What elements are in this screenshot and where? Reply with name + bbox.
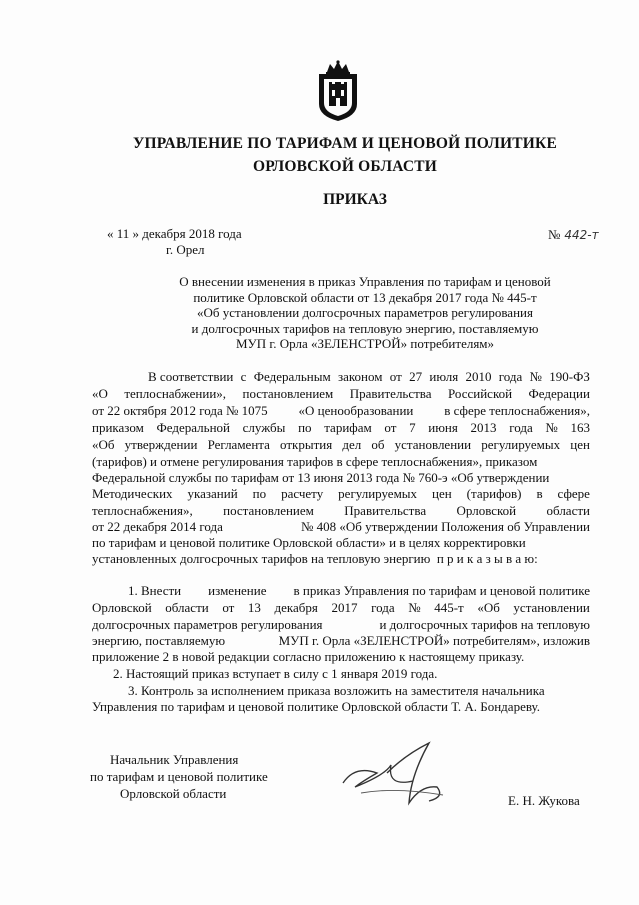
subject-line: «Об установлении долгосрочных параметров регулирования bbox=[197, 305, 533, 320]
text-segment: 2013 bbox=[470, 420, 497, 435]
preamble-line bbox=[92, 535, 590, 550]
text-segment: от bbox=[389, 369, 402, 384]
text-segment: 163 bbox=[570, 420, 590, 435]
document-type-title: ПРИКАЗ bbox=[323, 191, 387, 208]
number-label: № bbox=[548, 227, 561, 242]
item-line bbox=[92, 649, 590, 664]
text-segment: года bbox=[509, 420, 533, 435]
text-segment: по тарифам и ценовой политике Орловской области» и в целях корректировки bbox=[92, 535, 526, 550]
subject-line: МУП г. Орла «ЗЕЛЕНСТРОЙ» потребителям» bbox=[235, 336, 495, 351]
text-segment: открытия bbox=[280, 437, 333, 452]
text-segment: «Об bbox=[477, 600, 500, 615]
text-segment: по bbox=[298, 420, 312, 435]
text-segment: цен bbox=[432, 486, 452, 501]
text-segment: года bbox=[371, 600, 395, 615]
text-segment: Методических bbox=[92, 486, 173, 501]
preamble-line bbox=[92, 386, 590, 401]
text-segment: в сфере теплоснабжения», bbox=[444, 403, 590, 418]
text-segment: от 22 октября 2012 года № 1075 bbox=[92, 403, 268, 418]
organization-name-line1: УПРАВЛЕНИЕ ПО ТАРИФАМ И ЦЕНОВОЙ ПОЛИТИКЕ bbox=[132, 135, 558, 152]
text-segment: Орловской bbox=[456, 503, 517, 518]
text-segment: в bbox=[536, 486, 543, 501]
text-segment: изменение bbox=[208, 583, 267, 598]
preamble-line bbox=[92, 437, 590, 452]
text-segment: Российской bbox=[448, 386, 513, 401]
text-segment: Правительства bbox=[344, 503, 427, 518]
item-line bbox=[92, 617, 590, 632]
text-segment: тарифам bbox=[324, 420, 372, 435]
text-segment: 7 bbox=[409, 420, 416, 435]
text-segment: «О ценообразовании bbox=[298, 403, 414, 418]
text-segment: июля bbox=[429, 369, 459, 384]
handwritten-signature bbox=[325, 735, 475, 815]
preamble-line bbox=[92, 454, 590, 469]
text-segment: регулируемых bbox=[338, 486, 418, 501]
text-segment: 1. Внести bbox=[128, 583, 182, 598]
organization-name-line2: ОРЛОВСКОЙ ОБЛАСТИ bbox=[252, 158, 438, 175]
item-line bbox=[113, 666, 590, 681]
text-segment: энергию, поставляемую bbox=[92, 633, 226, 648]
text-segment: сфере bbox=[557, 486, 590, 501]
text-segment: № 408 «Об утверждении Положения об Управлении bbox=[300, 519, 590, 534]
subject-line: политике Орловской области от 13 декабря 2017 года № 445-т bbox=[193, 289, 537, 305]
text-segment: теплоснабжении», bbox=[124, 386, 227, 401]
text-segment: расчету bbox=[281, 486, 324, 501]
text-segment: «Об bbox=[92, 437, 115, 452]
handwritten-number: 442-т bbox=[564, 228, 599, 242]
text-segment: теплоснабжения», bbox=[92, 503, 193, 518]
text-segment: от 22 декабря 2014 года bbox=[92, 519, 223, 534]
signatory-title-line1: Начальник Управления bbox=[110, 752, 239, 767]
text-segment: 3. Контроль за исполнением приказа возложить на заместителя начальника bbox=[128, 683, 545, 698]
text-segment: об bbox=[371, 437, 385, 452]
preamble-line bbox=[92, 420, 590, 435]
text-segment: Федеральным bbox=[253, 369, 331, 384]
text-segment: Правительства bbox=[349, 386, 432, 401]
text-segment: 190-ФЗ bbox=[549, 369, 590, 384]
item-line bbox=[128, 683, 590, 698]
text-segment: постановлением bbox=[223, 503, 314, 518]
signatory-name: Е. Н. Жукова bbox=[508, 793, 580, 808]
preamble-line bbox=[148, 369, 590, 384]
text-segment: 445-т bbox=[434, 600, 464, 615]
text-segment: 2. Настоящий приказ вступает в силу с 1 января 2019 года. bbox=[113, 666, 438, 681]
preamble-line bbox=[92, 470, 590, 485]
text-segment: в приказ Управления по тарифам и ценовой политике bbox=[293, 583, 590, 598]
text-segment: по bbox=[252, 486, 267, 501]
document-subject bbox=[120, 274, 610, 352]
text-segment: Федерации bbox=[528, 386, 590, 401]
preamble-line bbox=[92, 503, 590, 518]
item-line bbox=[92, 633, 590, 648]
text-segment: и долгосрочных тарифов на тепловую bbox=[379, 617, 590, 632]
item-line bbox=[92, 600, 590, 615]
document-city: г. Орел bbox=[166, 242, 205, 257]
text-segment: Федеральной bbox=[156, 420, 230, 435]
text-segment: декабря bbox=[274, 600, 318, 615]
signatory-title-line3: Орловской области bbox=[120, 786, 227, 801]
text-segment: Регламента bbox=[207, 437, 270, 452]
text-segment: установленных долгосрочных тарифов на тепловую энергию п р и к а з ы в а ю: bbox=[92, 551, 538, 566]
preamble-line bbox=[92, 519, 590, 534]
text-segment: от bbox=[222, 600, 235, 615]
text-segment: области bbox=[165, 600, 209, 615]
text-segment: регулируемых bbox=[481, 437, 561, 452]
preamble-line bbox=[92, 551, 590, 566]
text-segment: В соответствии bbox=[148, 369, 234, 384]
text-segment: приказом bbox=[92, 420, 144, 435]
subject-line: О внесении изменения в приказ Управления по тарифам и ценовой bbox=[179, 274, 551, 289]
text-segment: установлении bbox=[513, 600, 590, 615]
text-segment: постановлением bbox=[242, 386, 334, 401]
text-segment: 13 bbox=[247, 600, 261, 615]
text-segment: законом bbox=[338, 369, 383, 384]
text-segment: № bbox=[408, 600, 421, 615]
signatory-title-line2: по тарифам и ценовой политике bbox=[90, 769, 268, 784]
text-segment: Управления по тарифам и ценовой политике Орловской области Т. А. Бондареву. bbox=[92, 699, 540, 714]
text-segment: (тарифов) и отмене регулирования тарифов в сфере теплоснабжения», приказом bbox=[92, 454, 538, 469]
text-segment: года bbox=[498, 369, 523, 384]
text-segment: июня bbox=[428, 420, 458, 435]
preamble-line bbox=[92, 486, 590, 501]
text-segment: 27 bbox=[409, 369, 423, 384]
document-date: « 11 » декабря 2018 года bbox=[107, 226, 242, 241]
text-segment: № bbox=[529, 369, 542, 384]
text-segment: 2017 bbox=[331, 600, 358, 615]
text-segment: области bbox=[546, 503, 590, 518]
document-number bbox=[548, 227, 599, 243]
text-segment: Орловской bbox=[92, 600, 152, 615]
text-segment: (тарифов) bbox=[466, 486, 522, 501]
item-line bbox=[128, 583, 590, 598]
coat-of-arms-emblem bbox=[315, 60, 361, 122]
text-segment: службы bbox=[242, 420, 286, 435]
text-segment: Федеральной службы по тарифам от 13 июня 2013 года № 760-э «Об утверждении bbox=[92, 470, 550, 485]
text-segment: установлении bbox=[394, 437, 472, 452]
preamble-line bbox=[92, 403, 590, 418]
subject-line: и долгосрочных тарифов на тепловую энергию, поставляемую bbox=[191, 320, 539, 336]
text-segment: «О bbox=[92, 386, 108, 401]
text-segment: приложение 2 в новой редакции согласно приложению к настоящему приказу. bbox=[92, 649, 525, 664]
text-segment: дел bbox=[342, 437, 362, 452]
text-segment: утверждении bbox=[124, 437, 198, 452]
text-segment: цен bbox=[570, 437, 590, 452]
text-segment: с bbox=[240, 369, 247, 384]
item-line bbox=[92, 699, 590, 714]
text-segment: МУП г. Орла «ЗЕЛЕНСТРОЙ» потребителям», изложив bbox=[278, 633, 590, 648]
text-segment: указаний bbox=[187, 486, 238, 501]
text-segment: от bbox=[384, 420, 397, 435]
text-segment: 2010 bbox=[465, 369, 492, 384]
text-segment: долгосрочных параметров регулирования bbox=[92, 617, 323, 632]
text-segment: № bbox=[545, 420, 558, 435]
